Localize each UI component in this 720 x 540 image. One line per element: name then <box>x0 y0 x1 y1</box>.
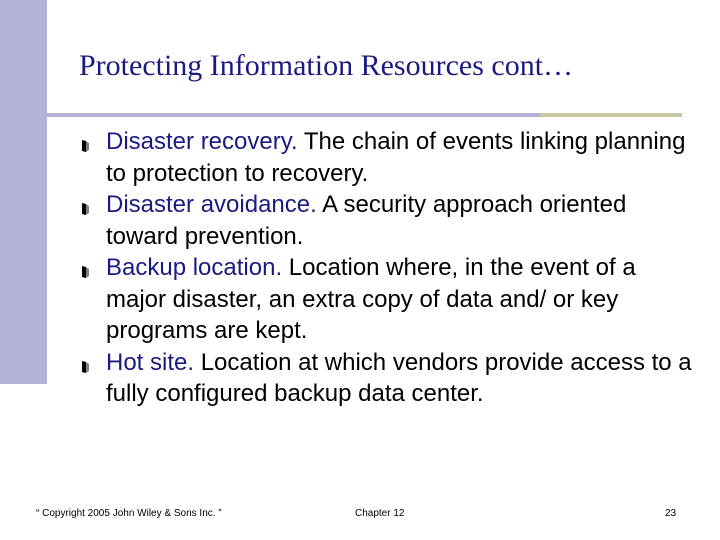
bullet-item <box>80 252 695 347</box>
bullet-marker-icon <box>82 266 89 278</box>
bullet-marker-icon <box>82 140 89 152</box>
slide-title: Protecting Information Resources cont… <box>79 49 574 82</box>
bullet-item <box>80 189 695 252</box>
side-accent-bar <box>0 0 47 384</box>
bullet-term: Backup location. <box>106 254 283 281</box>
bullet-marker-icon <box>82 203 89 215</box>
footer-chapter: Chapter 12 <box>355 508 405 519</box>
bullet-item <box>80 126 695 189</box>
bullet-list <box>80 126 695 410</box>
title-underline-accent <box>540 113 682 117</box>
bullet-marker-icon <box>82 361 89 373</box>
footer-copyright: “ Copyright 2005 John Wiley & Sons Inc. ” <box>36 508 222 519</box>
bullet-term: Hot site. <box>106 348 195 376</box>
bullet-item <box>80 347 695 410</box>
bullet-text: A security approach oriented toward prevention. <box>106 191 627 250</box>
bullet-text: The chain of events linking planning to protection to recovery. <box>106 128 686 187</box>
bullet-text: Location where, in the event of a major disaster, an extra copy of data and/ or key programs are kept. <box>106 254 636 344</box>
bullet-term: Disaster recovery. <box>106 128 298 155</box>
bullet-text: Location at which vendors provide access to a fully configured backup data center. <box>106 348 692 407</box>
bullet-term: Disaster avoidance. <box>106 191 317 218</box>
footer-page-number: 23 <box>665 508 677 519</box>
